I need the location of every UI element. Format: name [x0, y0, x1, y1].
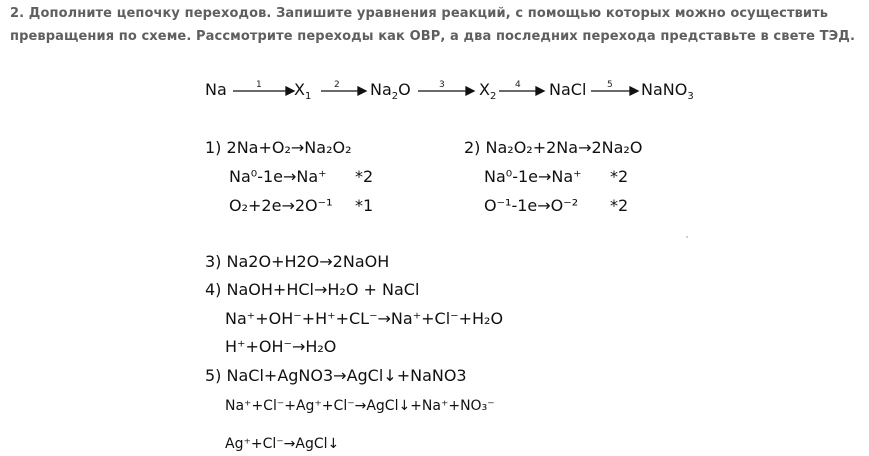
- chain-node-nano3: NaNO$_3$: [641, 80, 694, 103]
- reaction-4-ionic-short: H⁺+OH⁻→H₂O: [225, 337, 337, 356]
- chain-node-nacl: NaCl: [549, 80, 587, 99]
- chain-arrow-3-head: [466, 87, 474, 95]
- arrow-number-3: 3: [439, 80, 445, 90]
- chain-node-x1: $X_1$: [294, 80, 312, 103]
- chain-arrow-5-head: [630, 87, 638, 95]
- reaction-1-coef-2: *1: [355, 196, 374, 215]
- chain-node-na: Na: [205, 80, 227, 99]
- chain-node-x2: $X_2$: [479, 80, 497, 103]
- reaction-1-equation: 1) 2Na+O₂→Na₂O₂: [205, 138, 352, 157]
- reaction-2-half-reduction: O⁻¹-1e→O⁻²: [484, 196, 579, 215]
- reaction-2-half-oxidation: Na⁰-1e→Na⁺: [484, 167, 582, 186]
- scan-speck: [686, 236, 688, 238]
- arrow-number-1: 1: [256, 80, 262, 90]
- reaction-3-equation: 3) Na2O+H2O→2NaOH: [205, 252, 390, 271]
- reaction-5-ionic-full: Na⁺+Cl⁻+Ag⁺+Cl⁻→AgCl↓+Na⁺+NO₃⁻: [225, 398, 495, 414]
- arrow-number-2: 2: [334, 80, 340, 90]
- reaction-2-coef-2: *2: [610, 196, 629, 215]
- chain-arrow-4-head: [536, 87, 544, 95]
- reaction-1-half-oxidation: Na⁰-1e→Na⁺: [229, 167, 327, 186]
- reaction-1-half-reduction: O₂+2e→2O⁻¹: [229, 196, 333, 215]
- task-statement: 2. Дополните цепочку переходов. Запишите уравнения реакций, с помощью которых можно осуществить превращения по схеме. Рассмотрите переходы как ОВР, а два последних перехода представьте в свете ТЭД.: [10, 6, 855, 44]
- reaction-4-equation: 4) NaOH+HCl→H₂O + NaCl: [205, 280, 420, 299]
- chain-node-na2o: $Na_2O$: [370, 80, 411, 103]
- reaction-2-equation: 2) Na₂O₂+2Na→2Na₂O: [464, 138, 643, 157]
- chain-arrow-1-head: [286, 87, 294, 95]
- reaction-4-ionic-full: Na⁺+OH⁻+H⁺+CL⁻→Na⁺+Cl⁻+H₂O: [225, 309, 504, 328]
- arrow-number-5: 5: [607, 80, 613, 90]
- reaction-5-equation: 5) NaCl+AgNO3→AgCl↓+NaNO3: [205, 366, 467, 385]
- arrow-number-4: 4: [515, 80, 521, 90]
- reaction-1-coef-1: *2: [355, 167, 374, 186]
- chain-arrow-2-head: [358, 87, 366, 95]
- reaction-5-ionic-short: Ag⁺+Cl⁻→AgCl↓: [225, 436, 340, 452]
- reaction-2-coef-1: *2: [610, 167, 629, 186]
